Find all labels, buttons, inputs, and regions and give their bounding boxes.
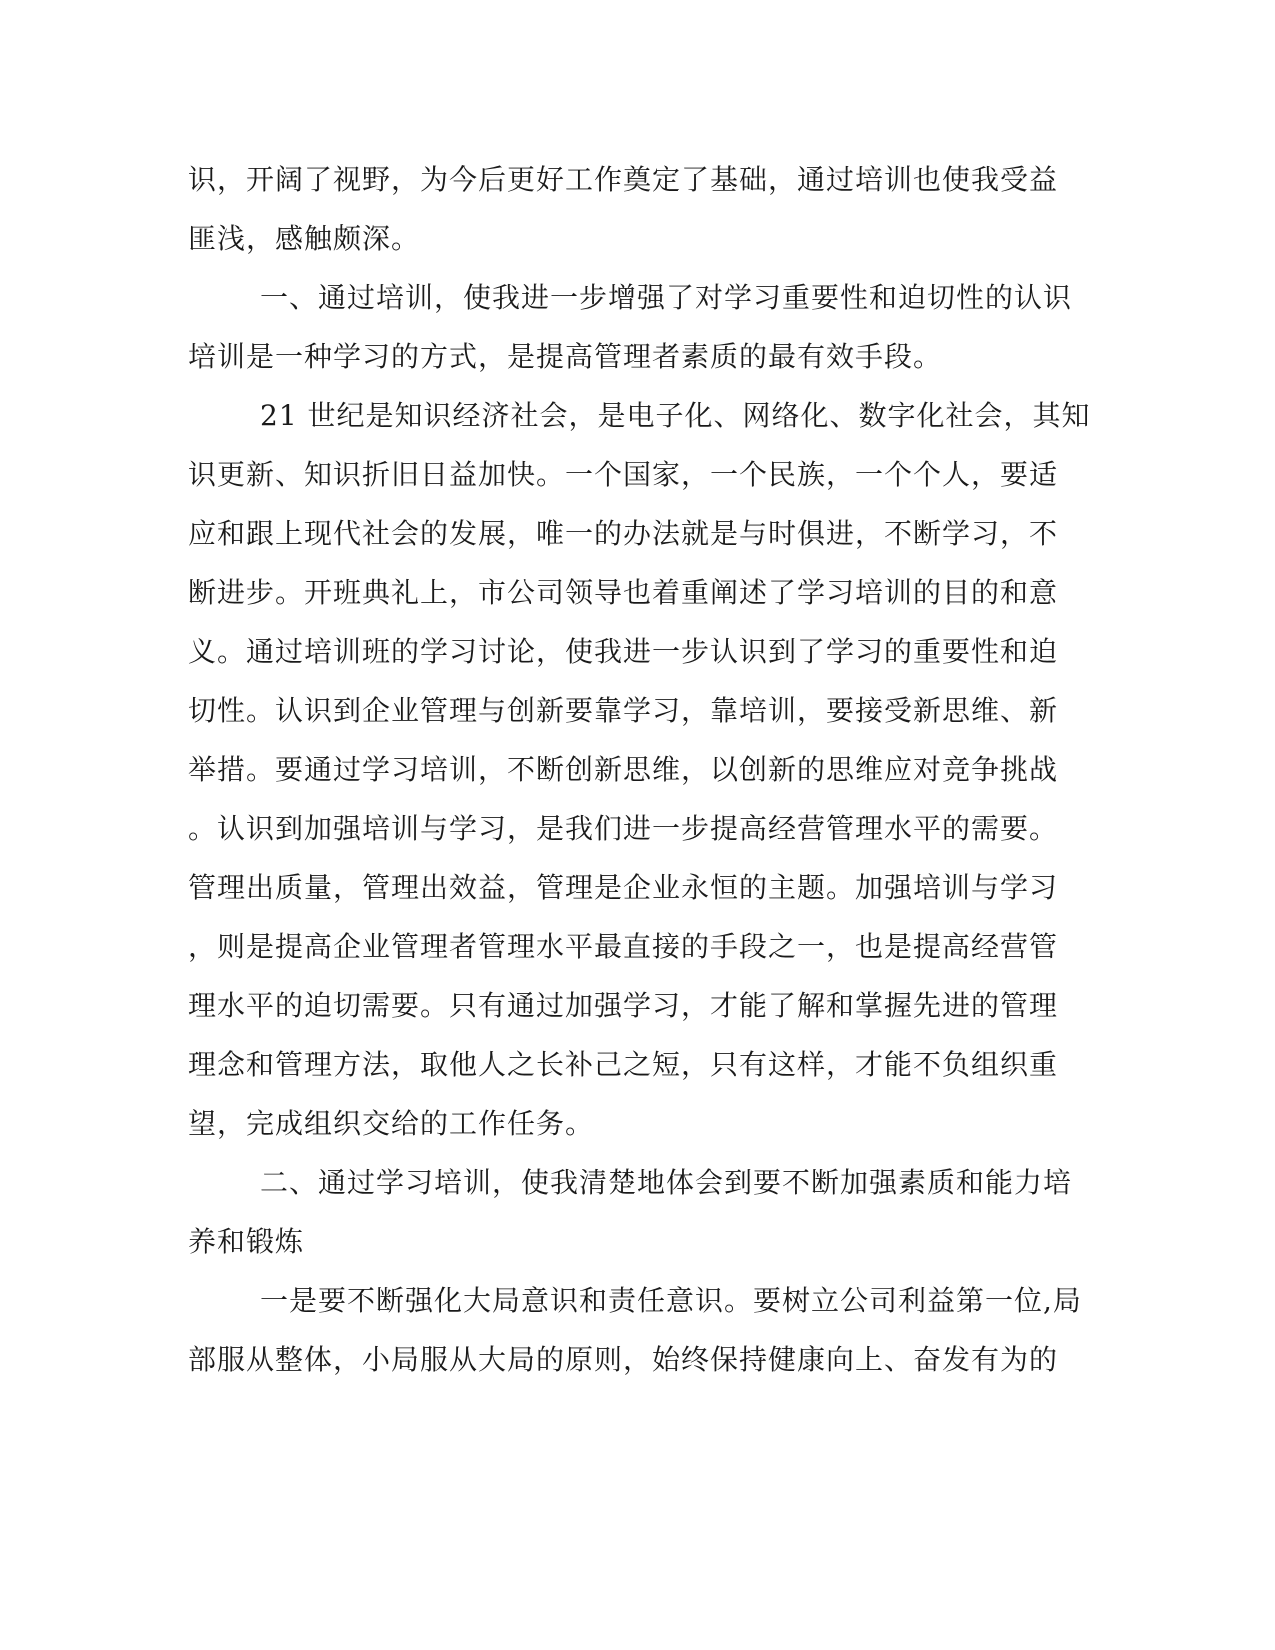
text-line: 望，完成组织交给的工作任务。 — [188, 1107, 595, 1140]
text-line: 培训是一种学习的方式，是提高管理者素质的最有效手段。 — [188, 340, 943, 373]
text-line: ，则是提高企业管理者管理水平最直接的手段之一，也是提高经营管 — [188, 930, 1059, 963]
text-line: 匪浅，感触颇深。 — [188, 222, 421, 255]
text-line: 理水平的迫切需要。只有通过加强学习，才能了解和掌握先进的管理 — [188, 989, 1059, 1022]
text-line: 理念和管理方法，取他人之长补己之短，只有这样，才能不负组织重 — [188, 1048, 1059, 1081]
text-line: 义。通过培训班的学习讨论，使我进一步认识到了学习的重要性和迫 — [188, 635, 1059, 668]
text-line: 管理出质量，管理出效益，管理是企业永恒的主题。加强培训与学习 — [188, 871, 1059, 904]
text-line: 。认识到加强培训与学习，是我们进一步提高经营管理水平的需要。 — [188, 812, 1059, 845]
text-line: 21 世纪是知识经济社会，是电子化、网络化、数字化社会，其知 — [260, 399, 1091, 432]
text-line: 识更新、知识折旧日益加快。一个国家，一个民族，一个个人，要适 — [188, 458, 1059, 491]
text-line: 断进步。开班典礼上，市公司领导也着重阐述了学习培训的目的和意 — [188, 576, 1059, 609]
text-line: 识，开阔了视野，为今后更好工作奠定了基础，通过培训也使我受益 — [188, 163, 1059, 196]
text-line: 应和跟上现代社会的发展，唯一的办法就是与时俱进，不断学习，不 — [188, 517, 1059, 550]
text-line: 举措。要通过学习培训，不断创新思维，以创新的思维应对竞争挑战 — [188, 753, 1059, 786]
text-line: 养和锻炼 — [188, 1225, 305, 1258]
text-line: 一是要不断强化大局意识和责任意识。要树立公司利益第一位,局 — [260, 1284, 1082, 1317]
text-line: 切性。认识到企业管理与创新要靠学习，靠培训，要接受新思维、新 — [188, 694, 1059, 727]
section-heading-1: 一、通过培训，使我进一步增强了对学习重要性和迫切性的认识 — [260, 281, 1073, 314]
text-line: 部服从整体，小局服从大局的原则，始终保持健康向上、奋发有为的 — [188, 1343, 1059, 1376]
section-heading-2: 二、通过学习培训，使我清楚地体会到要不断加强素质和能力培 — [260, 1166, 1073, 1199]
